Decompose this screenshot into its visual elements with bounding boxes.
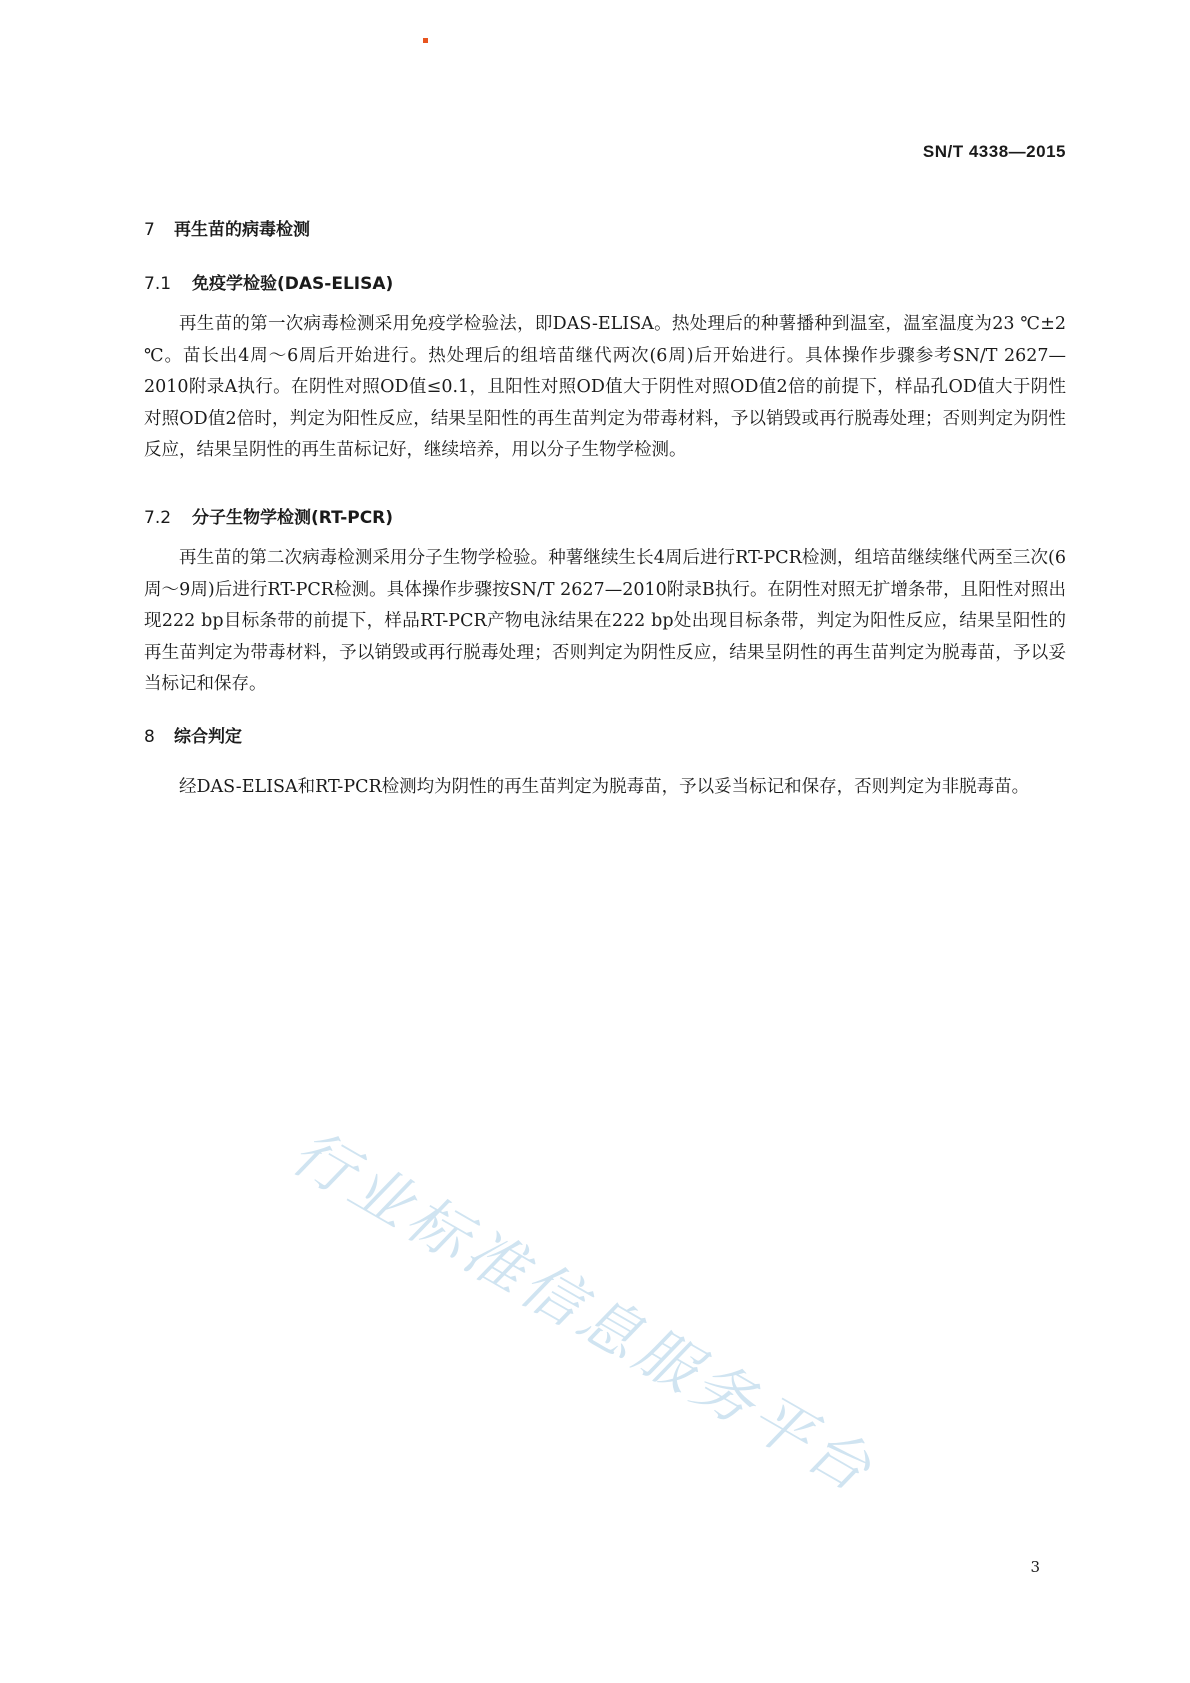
section-7-title: 再生苗的病毒检测 xyxy=(174,220,310,240)
section-7-1-heading xyxy=(144,269,393,294)
section-7-2-number: 7.2 xyxy=(144,508,172,528)
section-7-1-title: 免疫学检验(DAS-ELISA) xyxy=(192,274,394,294)
section-7-heading xyxy=(144,215,310,240)
section-7-2-title: 分子生物学检测(RT-PCR) xyxy=(192,508,394,528)
orange-marker-dot xyxy=(423,38,428,43)
section-7-1-body: 再生苗的第一次病毒检测采用免疫学检验法，即DAS-ELISA。热处理后的种薯播种到温室，温室温度为23 ℃±2 ℃。苗长出4周～6周后开始进行。热处理后的组培苗继代两次(6周)后开始进行。具体操作步骤参考SN/T 2627—2010附录A执行。在阴性对照OD值≤0.1，且阳性对照OD值大于阴性对照OD值2倍的前提下，样品孔OD值大于阴性对照OD值2倍时，判定为阳性反应，结果呈阳性的再生苗判定为带毒材料，予以销毁或再行脱毒处理；否则判定为阴性反应，结果呈阴性的再生苗标记好，继续培养，用以分子生物学检测。 xyxy=(144,314,1066,460)
section-7-2-body: 再生苗的第二次病毒检测采用分子生物学检验。种薯继续生长4周后进行RT-PCR检测，组培苗继续继代两至三次(6周～9周)后进行RT-PCR检测。具体操作步骤按SN/T 2627—2010附录B执行。在阴性对照无扩增条带，且阳性对照出现222 bp目标条带的前提下，样品RT-PCR产物电泳结果在222 bp处出现目标条带，判定为阳性反应，结果呈阳性的再生苗判定为带毒材料，予以销毁或再行脱毒处理；否则判定为阴性反应，结果呈阴性的再生苗判定为脱毒苗，予以妥当标记和保存。 xyxy=(144,548,1066,694)
section-7-1-number: 7.1 xyxy=(144,274,172,294)
section-8-title: 综合判定 xyxy=(174,727,242,747)
standard-number: SN/T 4338—2015 xyxy=(922,142,1066,161)
section-8-body: 经DAS-ELISA和RT-PCR检测均为阴性的再生苗判定为脱毒苗，予以妥当标记和保存，否则判定为非脱毒苗。 xyxy=(179,777,1030,797)
page-number: 3 xyxy=(1030,1558,1040,1576)
watermark: 行业标准信息服务平台 xyxy=(280,1117,887,1508)
section-7-2-heading xyxy=(144,503,393,528)
section-8-heading xyxy=(144,722,242,747)
section-7-number: 7 xyxy=(144,220,155,240)
section-8-number: 8 xyxy=(144,727,155,747)
